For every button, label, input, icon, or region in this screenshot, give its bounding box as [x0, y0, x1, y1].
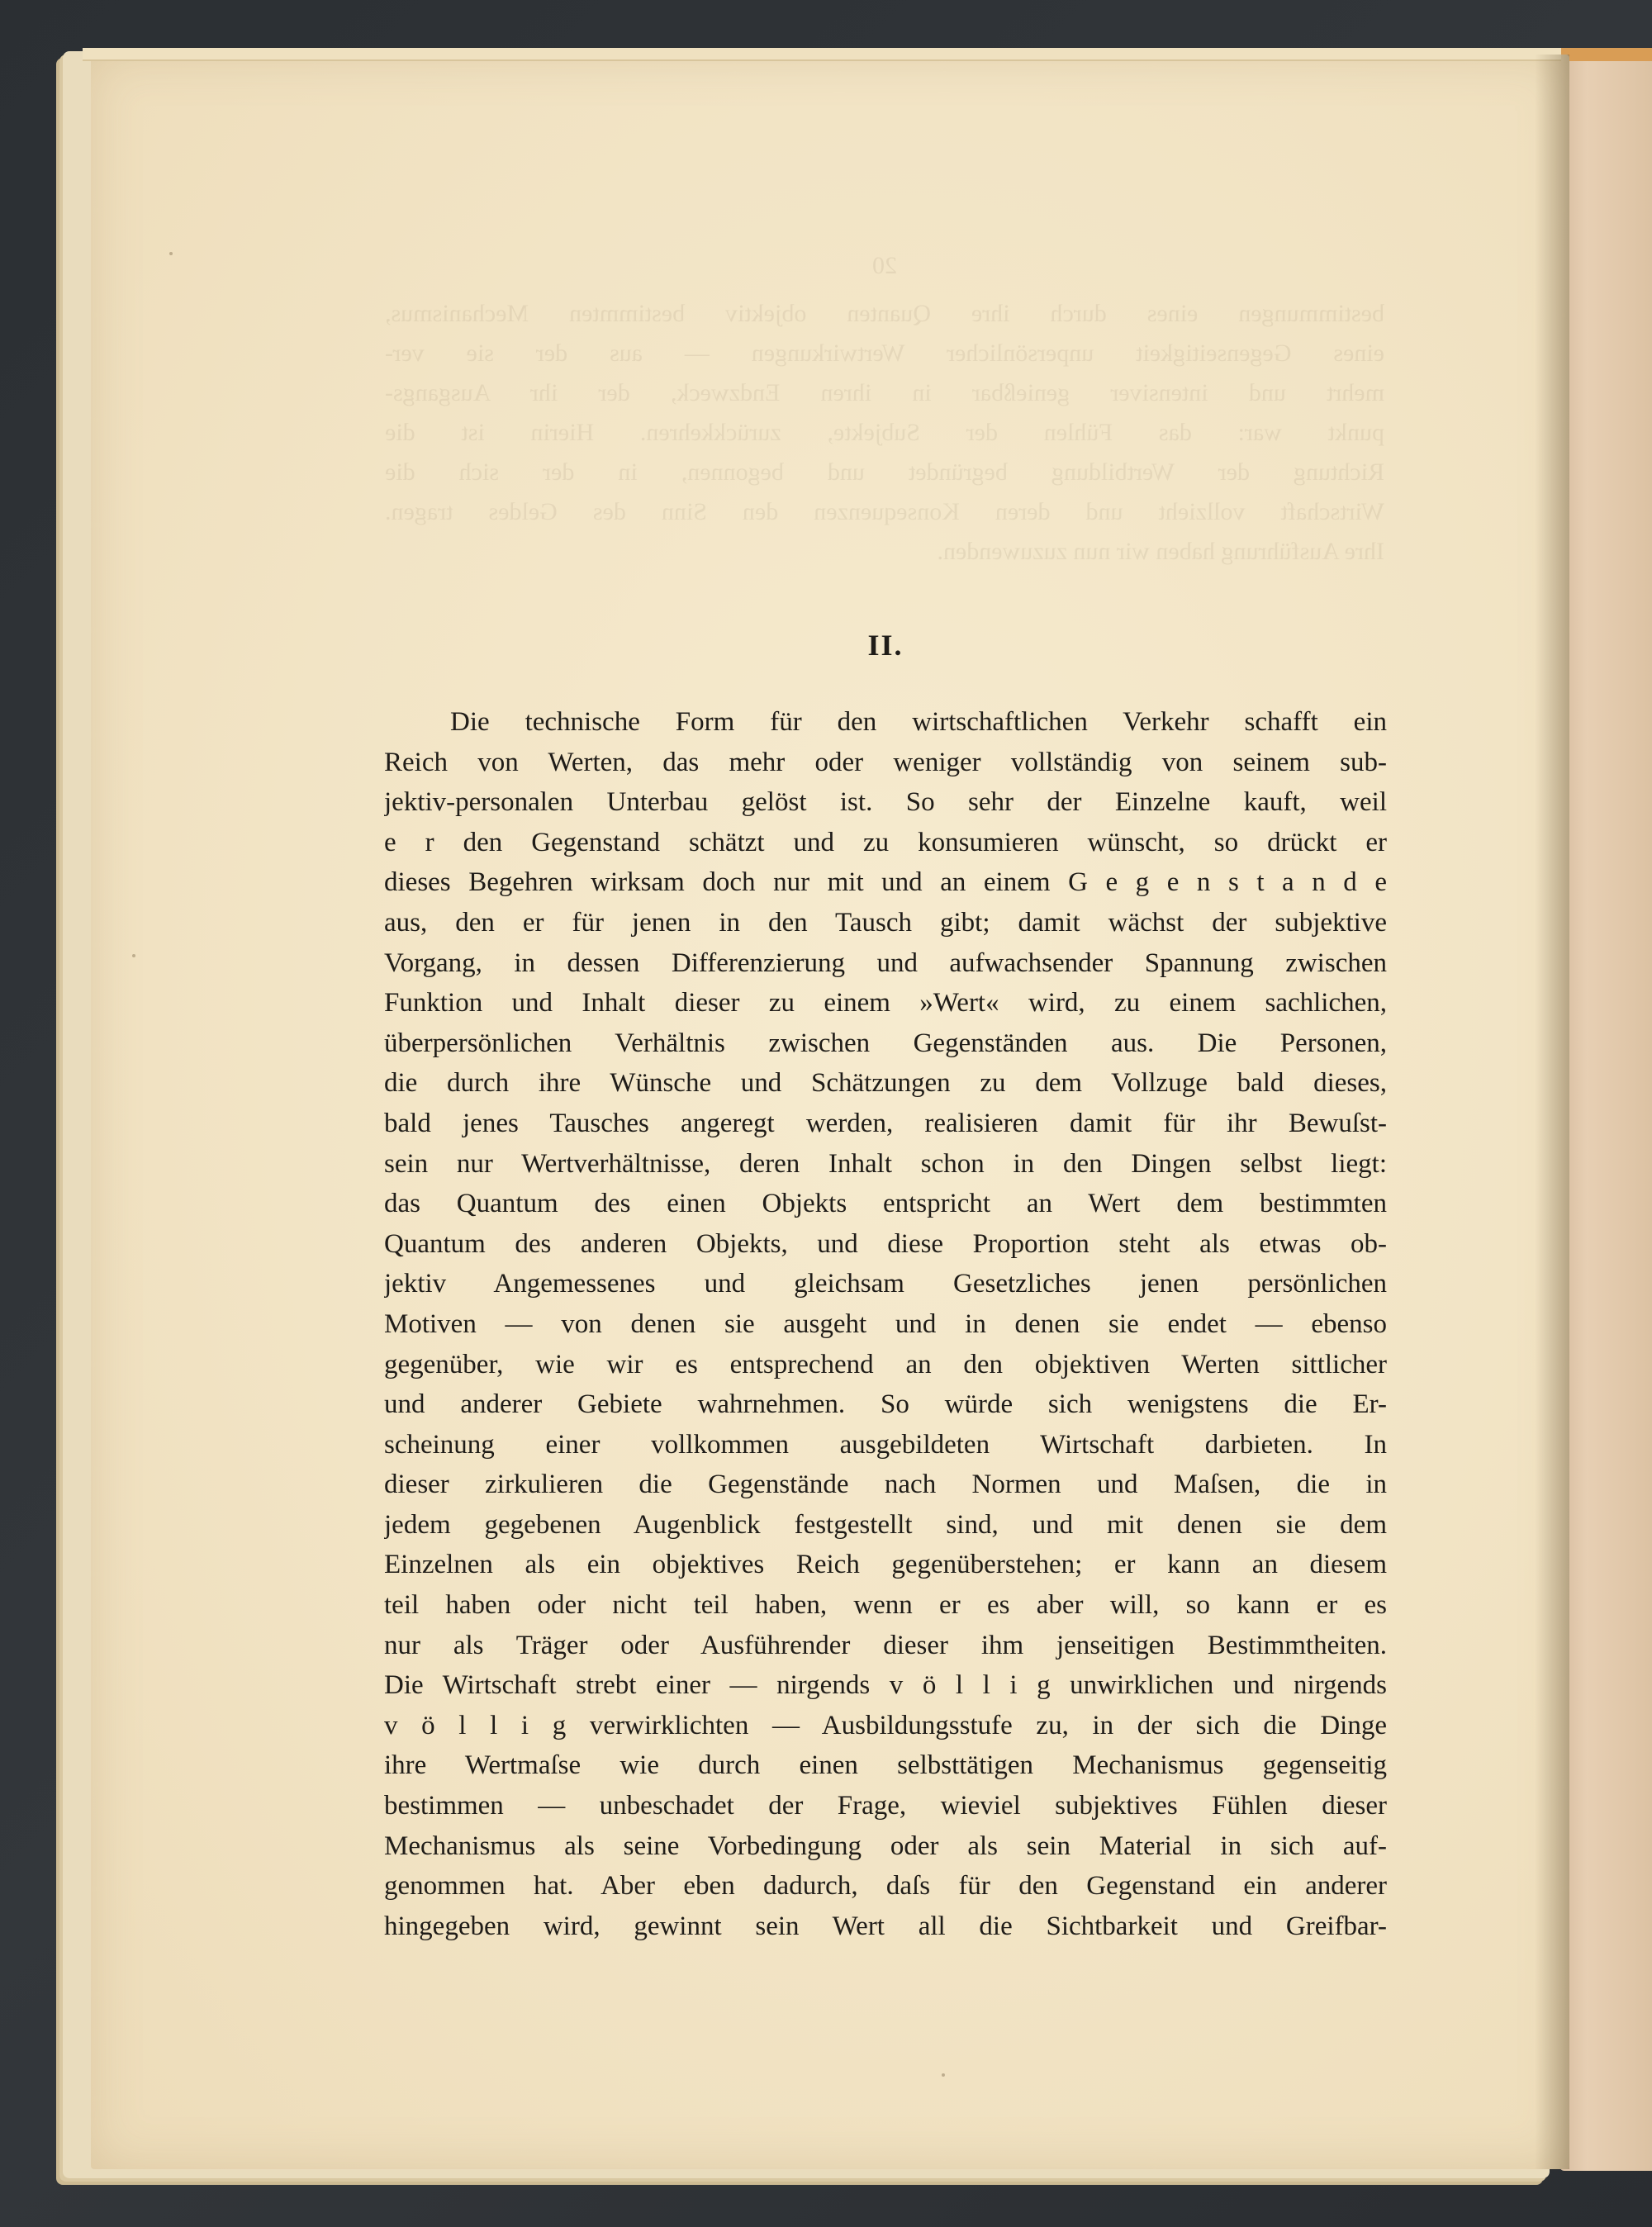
adjacent-page-top-edge	[1561, 48, 1652, 61]
bleed-line: eines Gegenseitigkeit unpersönlicher Wertwirkungen — aus der sie ver-	[385, 340, 1384, 367]
text-line: Funktion und Inhalt dieser zu einem »Wert« wird, zu einem sachlichen,	[384, 988, 1387, 1019]
text-line: Motiven — von denen sie ausgeht und in denen sie endet — ebenso	[384, 1308, 1387, 1339]
text-line: jektiv-personalen Unterbau gelöst ist. So sehr der Einzelne kauft, weil	[384, 787, 1387, 818]
text-line: die durch ihre Wünsche und Schätzungen zu dem Vollzuge bald dieses,	[384, 1068, 1387, 1099]
bleed-page-number: 20	[872, 252, 897, 279]
bleed-line: bestimmungen eines durch ihre Quanten objektiv bestimmten Mechanismus,	[385, 300, 1384, 327]
text-line: Mechanismus als seine Vorbedingung oder als sein Material in sich auf-	[384, 1831, 1387, 1861]
text-line: Die technische Form für den wirtschaftlichen Verkehr schafft ein	[450, 707, 1387, 737]
text-line: Quantum des anderen Objekts, und diese Proportion steht als etwas ob-	[384, 1228, 1387, 1259]
text-line: Vorgang, in dessen Differenzierung und aufwachsender Spannung zwischen	[384, 947, 1387, 978]
bleed-through-text	[385, 246, 1384, 572]
text-line: und anderer Gebiete wahrnehmen. So würde sich wenigstens die Er-	[384, 1389, 1387, 1420]
bleed-line: Wirtschaft vollzieht und deren Konsequenzen den Sinn des Geldes tragen.	[385, 498, 1384, 525]
page-top-edge	[83, 48, 1561, 61]
text-line: Reich von Werten, das mehr oder weniger vollständig von seinem sub-	[384, 747, 1387, 777]
text-line: aus, den er für jenen in den Tausch gibt; damit wächst der subjektive	[384, 907, 1387, 938]
bleed-line: Richtung der Wertbildung begründet und begonnen, in der sich die	[385, 458, 1384, 486]
text-line: dieser zirkulieren die Gegenstände nach Normen und Maſsen, die in	[384, 1470, 1387, 1500]
text-line: jektiv Angemessenes und gleichsam Gesetzliches jenen persönlichen	[384, 1269, 1387, 1299]
bleed-line: Ihre Ausführung haben wir nun zuzuwenden.	[937, 538, 1384, 565]
text-line: ihre Wertmaſse wie durch einen selbsttätigen Mechanismus gegenseitig	[384, 1750, 1387, 1781]
text-line: hingegeben wird, gewinnt sein Wert all die Sichtbarkeit und Greifbar-	[384, 1911, 1387, 1941]
text-line: jedem gegebenen Augenblick festgestellt sind, und mit denen sie dem	[384, 1509, 1387, 1540]
text-line: dieses Begehren wirksam doch nur mit und an einem G e g e n s t a n d e	[384, 867, 1387, 898]
text-line: teil haben oder nicht teil haben, wenn er es aber will, so kann er es	[384, 1590, 1387, 1621]
adjacent-page-edge	[1559, 48, 1652, 2171]
text-line: gegenüber, wie wir es entsprechend an den objektiven Werten sittlicher	[384, 1349, 1387, 1379]
bleed-line: mehrt und intensiver genießbar in ihren Endzweck, der ihr Ausgangs-	[385, 379, 1384, 406]
text-line: v ö l l i g verwirklichten — Ausbildungsstufe zu, in der sich die Dinge	[384, 1710, 1387, 1740]
text-line: bestimmen — unbeschadet der Frage, wieviel subjektives Fühlen dieser	[384, 1791, 1387, 1821]
text-line: sein nur Wertverhältnisse, deren Inhalt schon in den Dingen selbst liegt:	[384, 1148, 1387, 1179]
page-body	[384, 628, 1387, 1946]
text-line: Einzelnen als ein objektives Reich gegenüberstehen; er kann an diesem	[384, 1550, 1387, 1580]
paper-speck	[132, 954, 135, 957]
text-line: das Quantum des einen Objekts entspricht an Wert dem bestimmten	[384, 1189, 1387, 1219]
text-line: genommen hat. Aber eben dadurch, daſs für den Gegenstand ein anderer	[384, 1871, 1387, 1902]
text-line: e r den Gegenstand schätzt und zu konsumieren wünscht, so drückt er	[384, 827, 1387, 857]
text-line: scheinung einer vollkommen ausgebildeten Wirtschaft darbieten. In	[384, 1429, 1387, 1460]
text-line: Die Wirtschaft strebt einer — nirgends v ö l l i g unwirklichen und nirgends	[384, 1670, 1387, 1701]
text-line: überpersönlichen Verhältnis zwischen Gegenständen aus. Die Personen,	[384, 1028, 1387, 1058]
paper-speck	[169, 252, 173, 255]
text-line: bald jenes Tausches angeregt werden, realisieren damit für ihr Bewuſst-	[384, 1108, 1387, 1138]
paper-speck	[942, 2073, 945, 2077]
bleed-line: punkt war: das Fühlen der Subjekte, zurückkehren. Hierin ist die	[385, 419, 1384, 446]
text-line: nur als Träger oder Ausführender dieser ihm jenseitigen Bestimmtheiten.	[384, 1630, 1387, 1660]
section-heading: II.	[867, 629, 904, 662]
page-gutter-shadow	[1535, 55, 1569, 2169]
